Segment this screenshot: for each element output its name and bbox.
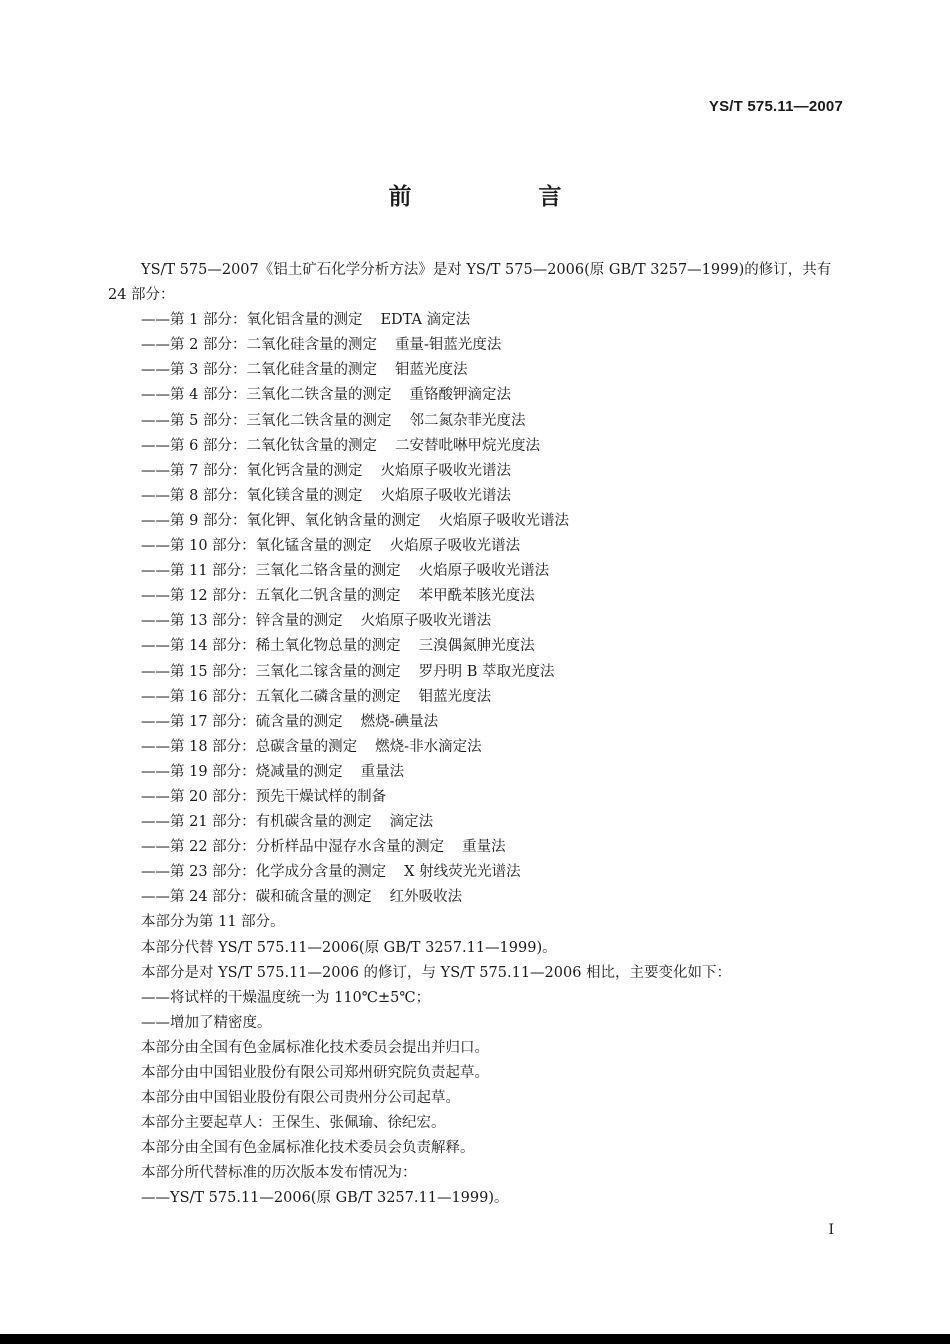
list-item [108, 584, 846, 609]
part-method: 火焰原子吸收光谱法 [389, 538, 521, 555]
page-number: I [828, 1222, 834, 1238]
part-label: ——第 8 部分： [141, 487, 247, 504]
list-item [108, 785, 846, 810]
part-label: ——第 7 部分： [141, 462, 247, 479]
part-label: ——第 15 部分： [141, 663, 256, 680]
part-name: 氧化铝含量的测定 [246, 312, 363, 329]
note-line: 本部分代替 YS/T 575.11—2006(原 GB/T 3257.11—1999)。 [141, 939, 557, 956]
part-label: ——第 13 部分： [141, 613, 256, 630]
part-name: 氧化镁含量的测定 [246, 487, 363, 504]
part-label: ——第 19 部分： [141, 763, 256, 780]
part-name: 氧化钙含量的测定 [246, 462, 363, 479]
part-name: 碳和硫含量的测定 [255, 889, 372, 906]
part-label: ——第 16 部分： [141, 688, 256, 705]
part-label: ——第 2 部分： [141, 337, 247, 354]
part-method: 罗丹明 B 萃取光度法 [418, 663, 555, 680]
part-label: ——第 18 部分： [141, 738, 256, 755]
part-method: 邻二氮杂菲光度法 [409, 412, 526, 429]
part-name: 总碳含量的测定 [255, 738, 358, 755]
part-name: 化学成分含量的测定 [255, 864, 387, 881]
parts-list [108, 308, 846, 910]
part-name: 硫含量的测定 [255, 713, 343, 730]
document-body [108, 258, 846, 1212]
part-label: ——第 21 部分： [141, 814, 256, 831]
part-label: ——第 3 部分： [141, 362, 247, 379]
part-label: ——第 20 部分： [141, 788, 256, 805]
part-label: ——第 4 部分： [141, 387, 247, 404]
list-item [108, 710, 846, 735]
list-item [108, 358, 846, 383]
part-name: 稀土氧化物总量的测定 [255, 638, 401, 655]
note-line: 本部分由中国铝业股份有限公司贵州分公司起草。 [141, 1090, 460, 1107]
part-method: X 射线荧光光谱法 [404, 864, 521, 881]
part-label: ——第 12 部分： [141, 588, 256, 605]
list-item [108, 885, 846, 910]
part-method: 重铬酸钾滴定法 [409, 387, 511, 404]
part-method: 重量法 [462, 839, 506, 856]
part-name: 五氧化二钒含量的测定 [255, 588, 401, 605]
notes-section [108, 910, 846, 1211]
part-name: 锌含量的测定 [255, 613, 343, 630]
part-name: 分析样品中湿存水含量的测定 [255, 839, 445, 856]
note-line: 本部分所代替标准的历次版本发布情况为： [141, 1165, 417, 1182]
list-item [108, 559, 846, 584]
part-label: ——第 9 部分： [141, 512, 247, 529]
part-name: 二氧化钛含量的测定 [246, 437, 377, 454]
part-label: ——第 10 部分： [141, 538, 256, 555]
part-method: 火焰原子吸收光谱法 [380, 487, 511, 504]
part-method: 苯甲酰苯胲光度法 [418, 588, 535, 605]
standard-code: YS/T 575.11—2007 [708, 98, 843, 115]
part-name: 氧化锰含量的测定 [255, 538, 372, 555]
part-name: 二氧化硅含量的测定 [246, 362, 377, 379]
part-method: 火焰原子吸收光谱法 [360, 613, 492, 630]
part-label: ——第 11 部分： [141, 563, 256, 580]
part-method: 红外吸收法 [389, 889, 463, 906]
part-label: ——第 24 部分： [141, 889, 256, 906]
part-name: 烧减量的测定 [255, 763, 343, 780]
list-item [108, 484, 846, 509]
part-name: 三氧化二铁含量的测定 [246, 412, 392, 429]
list-item [108, 835, 846, 860]
list-item [108, 685, 846, 710]
part-label: ——第 17 部分： [141, 713, 256, 730]
part-method: 火焰原子吸收光谱法 [380, 462, 511, 479]
part-method: 钼蓝光度法 [394, 362, 468, 379]
list-item [108, 509, 846, 534]
list-item [108, 534, 846, 559]
part-method: 二安替吡啉甲烷光度法 [394, 437, 540, 454]
part-method: 燃烧-非水滴定法 [375, 738, 482, 755]
part-label: ——第 5 部分： [141, 412, 247, 429]
bottom-border-bar [0, 1334, 950, 1344]
note-line: 本部分由全国有色金属标准化技术委员会提出并归口。 [141, 1039, 489, 1056]
note-line: 本部分是对 YS/T 575.11—2006 的修订，与 YS/T 575.11—2006 相比，主要变化如下： [141, 964, 732, 981]
part-name: 有机碳含量的测定 [255, 814, 372, 831]
note-line: 本部分主要起草人：王保生、张佩瑜、徐纪宏。 [141, 1115, 446, 1132]
list-item [108, 459, 846, 484]
list-item [108, 383, 846, 408]
part-name: 氧化钾、氧化钠含量的测定 [246, 512, 421, 529]
part-method: EDTA 滴定法 [380, 312, 471, 329]
note-line: ——YS/T 575.11—2006(原 GB/T 3257.11—1999)。 [141, 1190, 509, 1207]
part-method: 三溴偶氮胂光度法 [418, 638, 535, 655]
part-method: 钼蓝光度法 [418, 688, 492, 705]
note-line: 本部分为第 11 部分。 [141, 914, 285, 931]
list-item [108, 660, 846, 685]
part-method: 重量-钼蓝光度法 [394, 337, 502, 354]
part-label: ——第 22 部分： [141, 839, 256, 856]
part-name: 预先干燥试样的制备 [255, 788, 387, 805]
list-item [108, 634, 846, 659]
part-name: 二氧化硅含量的测定 [246, 337, 377, 354]
part-method: 火焰原子吸收光谱法 [438, 512, 569, 529]
note-line: ——将试样的干燥温度统一为 110℃±5℃； [141, 989, 431, 1006]
note-line: 本部分由全国有色金属标准化技术委员会负责解释。 [141, 1140, 475, 1157]
note-line: ——增加了精密度。 [141, 1014, 272, 1031]
part-name: 三氧化二铁含量的测定 [246, 387, 392, 404]
part-name: 三氧化二铬含量的测定 [255, 563, 401, 580]
list-item [108, 860, 846, 885]
list-item [108, 609, 846, 634]
part-method: 重量法 [360, 763, 405, 780]
part-method: 火焰原子吸收光谱法 [418, 563, 550, 580]
list-item [108, 333, 846, 358]
note-line: 本部分由中国铝业股份有限公司郑州研究院负责起草。 [141, 1065, 489, 1081]
part-name: 五氧化二磷含量的测定 [255, 688, 401, 705]
list-item [108, 409, 846, 434]
part-name: 三氧化二镓含量的测定 [255, 663, 401, 680]
part-method: 燃烧-碘量法 [360, 713, 439, 730]
list-item [108, 810, 846, 835]
part-method: 滴定法 [389, 814, 434, 831]
list-item [108, 760, 846, 785]
part-label: ——第 6 部分： [141, 437, 247, 454]
part-label: ——第 1 部分： [141, 312, 247, 329]
part-label: ——第 23 部分： [141, 864, 256, 881]
list-item [108, 434, 846, 459]
intro-paragraph: YS/T 575—2007《铝土矿石化学分析方法》是对 YS/T 575—2006(原 GB/T 3257—1999)的修订，共有 24 部分： [108, 262, 832, 304]
list-item [108, 735, 846, 760]
part-label: ——第 14 部分： [141, 638, 256, 655]
page-title: 前 言 [388, 184, 614, 210]
list-item [108, 308, 846, 333]
